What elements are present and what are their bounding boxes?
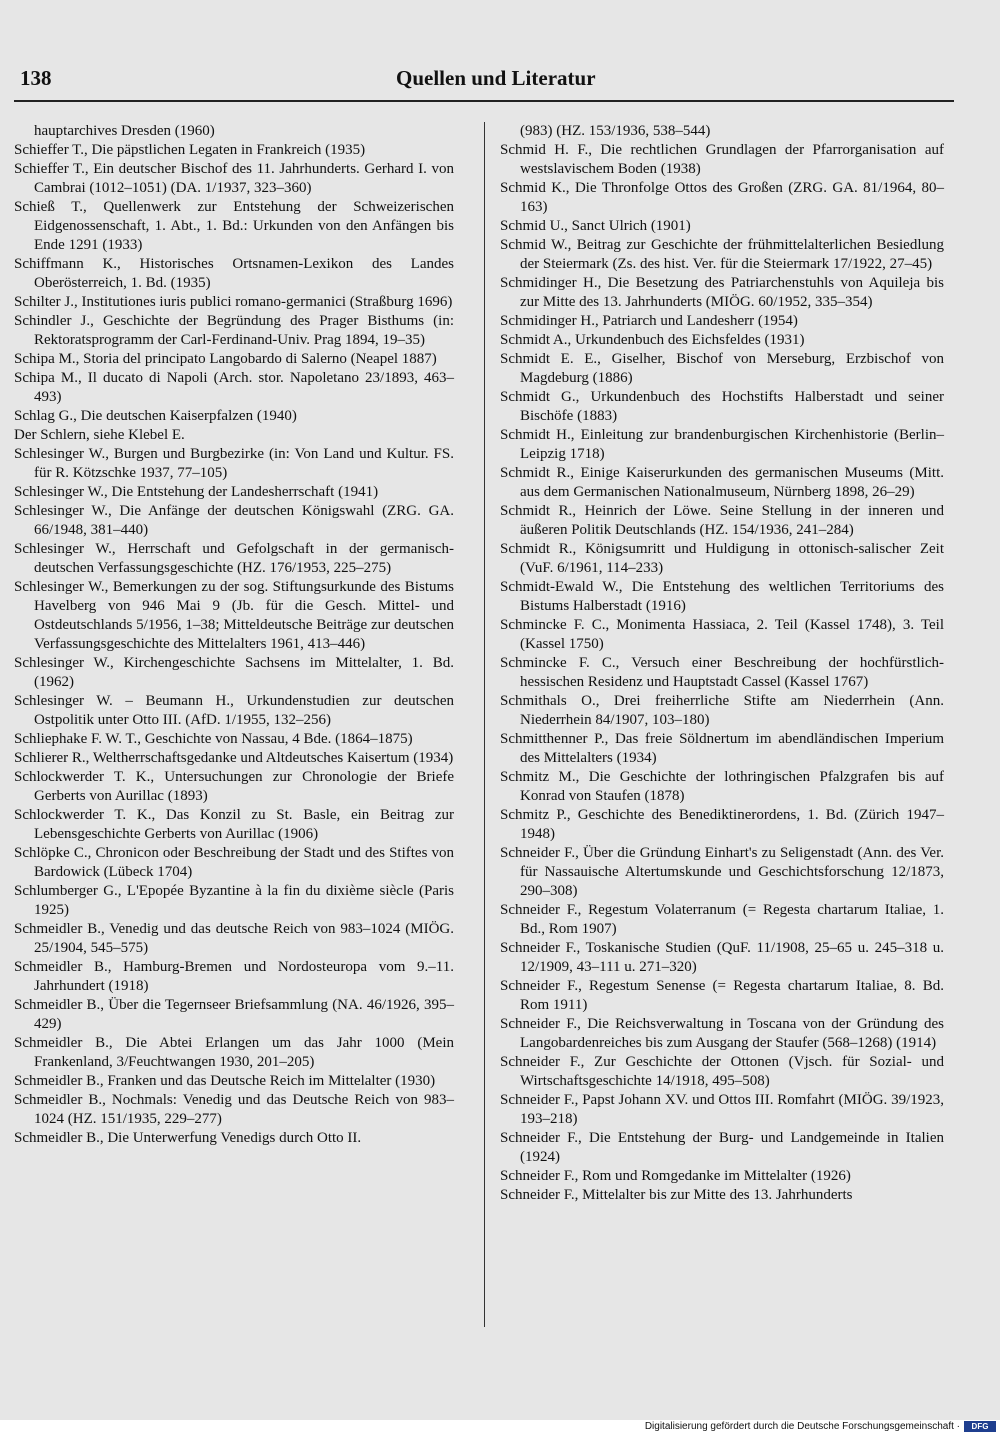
bibliography-entry: Schmincke F. C., Monimenta Hassiaca, 2. Teil (Kassel 1748), 3. Teil (Kassel 1750) (500, 617, 944, 652)
bibliography-entry: Schmid U., Sanct Ulrich (1901) (500, 218, 691, 234)
bibliography-entry: Schieß T., Quellenwerk zur Entstehung der Schweizerischen Eidgenossenschaft, 1. Abt., 1. Bd.: Urkunden von den Anfängen bis Ende 1291 (1933) (14, 199, 454, 253)
bibliography-entry: Schipa M., Il ducato di Napoli (Arch. stor. Napoletano 23/1893, 463–493) (14, 370, 454, 405)
bibliography-entry: Schlockwerder T. K., Das Konzil zu St. Basle, ein Beitrag zur Lebensgeschichte Gerberts von Aurillac (1906) (14, 807, 454, 842)
digitization-credit: Digitalisierung gefördert durch die Deutsche Forschungsgemeinschaft · (644, 1421, 960, 1432)
column-divider (484, 122, 485, 1327)
bibliography-entry: Schipa M., Storia del principato Langobardo di Salerno (Neapel 1887) (14, 351, 437, 367)
bibliography-entry: Schliephake F. W. T., Geschichte von Nassau, 4 Bde. (1864–1875) (14, 731, 413, 747)
bibliography-entry: Schmeidler B., Über die Tegernseer Briefsammlung (NA. 46/1926, 395–429) (14, 997, 454, 1032)
bibliography-entry: Schneider F., Die Entstehung der Burg- und Landgemeinde in Italien (1924) (500, 1130, 944, 1165)
bibliography-entry: Schilter J., Institutiones iuris publici romano-germanici (Straßburg 1696) (14, 294, 453, 310)
bibliography-entry: Schmidinger H., Die Besetzung des Patriarchenstuhls von Aquileja bis zur Mitte des 13. Jahrhunderts (MIÖG. 60/1952, 335–354) (500, 275, 944, 310)
bibliography-entry: Schmidt E. E., Giselher, Bischof von Merseburg, Erzbischof von Magdeburg (1886) (500, 351, 944, 386)
bibliography-entry: Schlesinger W., Burgen und Burgbezirke (in: Von Land und Kultur. FS. für R. Kötzschke 1937, 77–105) (14, 446, 454, 481)
bibliography-entry: Schlesinger W., Kirchengeschichte Sachsens im Mittelalter, 1. Bd. (1962) (14, 655, 454, 690)
bibliography-entry: Schmid W., Beitrag zur Geschichte der frühmittelalterlichen Besiedlung der Steiermark (Zs. des hist. Ver. für die Steiermark 17/1922, 27–45) (500, 237, 944, 272)
bibliography-entry: Schieffer T., Die päpstlichen Legaten in Frankreich (1935) (14, 142, 366, 158)
page-number: 138 (20, 66, 52, 90)
bibliography-entry: Schmeidler B., Franken und das Deutsche Reich im Mittelalter (1930) (14, 1073, 436, 1089)
bibliography-entry: Schmidt R., Heinrich der Löwe. Seine Stellung in der inneren und äußeren Politik Deutschlands (HZ. 154/1936, 241–284) (500, 503, 944, 538)
bibliography-entry: Schlag G., Die deutschen Kaiserpfalzen (1940) (14, 408, 297, 424)
bibliography-entry: Schmidt G., Urkundenbuch des Hochstifts Halberstadt und seiner Bischöfe (1883) (500, 389, 944, 424)
bibliography-entry: Schmidt A., Urkundenbuch des Eichsfeldes (1931) (500, 332, 805, 348)
page-header (14, 60, 954, 102)
bibliography-entry: Schmeidler B., Nochmals: Venedig und das Deutsche Reich von 983–1024 (HZ. 151/1935, 229–277) (14, 1092, 454, 1127)
bibliography-entry: Schmeidler B., Die Abtei Erlangen um das Jahr 1000 (Mein Frankenland, 3/Feuchtwangen 1930, 201–205) (14, 1035, 454, 1070)
bibliography-entry: Schneider F., Regestum Volaterranum (= Regesta chartarum Italiae, 1. Bd., Rom 1907) (500, 902, 944, 937)
bibliography-entry: Schlesinger W., Die Entstehung der Landesherrschaft (1941) (14, 484, 379, 500)
bibliography-entry: (983) (HZ. 153/1936, 538–544) (520, 123, 711, 139)
bibliography-entry: Schneider F., Über die Gründung Einhart's zu Seligenstadt (Ann. des Ver. für Nassauische Altertumskunde und Geschichtsforschung 12/1873, 290–308) (500, 845, 944, 899)
bibliography-entry: Schlumberger G., L'Epopée Byzantine à la fin du dixième siècle (Paris 1925) (14, 883, 454, 918)
bibliography-entry: Schlesinger W., Bemerkungen zu der sog. Stiftungsurkunde des Bistums Havelberg von 946 Mai 9 (Jb. für die Gesch. Mittel- und Ostdeutschlands 5/1956, 1–38; Mitteldeutsche Beiträge zur deutschen Verfassungsgeschichte des Mittelalters 1961, 413–446) (14, 579, 454, 652)
bibliography-entry: Schneider F., Papst Johann XV. und Ottos III. Romfahrt (MIÖG. 39/1923, 193–218) (500, 1092, 944, 1127)
dfg-logo: DFG (964, 1421, 996, 1432)
right-column (500, 122, 944, 1205)
bibliography-entry: Schindler J., Geschichte der Begründung des Prager Bisthums (in: Rektoratsprogramm der Carl-Ferdinand-Univ. Prag 1894, 19–35) (14, 313, 454, 348)
left-column (14, 122, 454, 1148)
bibliography-entry: Schmidinger H., Patriarch und Landesherr (1954) (500, 313, 798, 329)
bibliography-entry: Schneider F., Die Reichsverwaltung in Toscana von der Gründung des Langobardenreiches bis zum Ausgang der Staufer (568–1268) (1914) (500, 1016, 944, 1051)
bibliography-entry: Schiffmann K., Historisches Ortsnamen-Lexikon des Landes Oberösterreich, 1. Bd. (1935) (14, 256, 454, 291)
bibliography-entry: Schneider F., Zur Geschichte der Ottonen (Vjsch. für Sozial- und Wirtschaftsgeschichte 14/1918, 495–508) (500, 1054, 944, 1089)
page-footer (0, 1420, 1000, 1433)
bibliography-entry: Schmithals O., Drei freiherrliche Stifte am Niederrhein (Ann. Niederrhein 84/1907, 103–180) (500, 693, 944, 728)
bibliography-entry: Schieffer T., Ein deutscher Bischof des 11. Jahrhunderts. Gerhard I. von Cambrai (1012–1051) (DA. 1/1937, 323–360) (14, 161, 454, 196)
bibliography-entry: hauptarchives Dresden (1960) (34, 123, 215, 139)
bibliography-entry: Schlierer R., Weltherrschaftsgedanke und Altdeutsches Kaisertum (1934) (14, 750, 454, 766)
bibliography-entry: Schmitthenner P., Das freie Söldnertum im abendländischen Imperium des Mittelalters (1934) (500, 731, 944, 766)
bibliography-entry: Schmidt R., Einige Kaiserurkunden des germanischen Museums (Mitt. aus dem Germanischen Nationalmuseum, Nürnberg 1898, 26–29) (500, 465, 944, 500)
bibliography-entry: Schmidt H., Einleitung zur brandenburgischen Kirchenhistorie (Berlin–Leipzig 1718) (500, 427, 944, 462)
bibliography-entry: Schneider F., Mittelalter bis zur Mitte des 13. Jahrhunderts (500, 1187, 853, 1203)
bibliography-entry: Schmitz P., Geschichte des Benediktinerordens, 1. Bd. (Zürich 1947–1948) (500, 807, 944, 842)
bibliography-entry: Schlesinger W., Die Anfänge der deutschen Königswahl (ZRG. GA. 66/1948, 381–440) (14, 503, 454, 538)
bibliography-entry: Schmeidler B., Venedig und das deutsche Reich von 983–1024 (MIÖG. 25/1904, 545–575) (14, 921, 454, 956)
bibliography-entry: Schmidt-Ewald W., Die Entstehung des weltlichen Territoriums des Bistums Halberstadt (1916) (500, 579, 944, 614)
bibliography-entry: Schmeidler B., Die Unterwerfung Venedigs durch Otto II. (14, 1130, 362, 1146)
bibliography-entry: Schlesinger W. – Beumann H., Urkundenstudien zur deutschen Ostpolitik unter Otto III. (AfD. 1/1955, 132–256) (14, 693, 454, 728)
bibliography-entry: Schlöpke C., Chronicon oder Beschreibung der Stadt und des Stiftes von Bardowick (Lübeck 1704) (14, 845, 454, 880)
bibliography-entry: Schmeidler B., Hamburg-Bremen und Nordosteuropa vom 9.–11. Jahrhundert (1918) (14, 959, 454, 994)
bibliography-entry: Der Schlern, siehe Klebel E. (14, 427, 185, 443)
bibliography-entry: Schneider F., Toskanische Studien (QuF. 11/1908, 25–65 u. 245–318 u. 12/1909, 43–111 u. 271–320) (500, 940, 944, 975)
bibliography-entry: Schneider F., Regestum Senense (= Regesta chartarum Italiae, 8. Bd. Rom 1911) (500, 978, 944, 1013)
bibliography-entry: Schmidt R., Königsumritt und Huldigung in ottonisch-salischer Zeit (VuF. 6/1961, 114–233) (500, 541, 944, 576)
bibliography-entry: Schmitz M., Die Geschichte der lothringischen Pfalzgrafen bis auf Konrad von Staufen (1878) (500, 769, 944, 804)
bibliography-entry: Schlesinger W., Herrschaft und Gefolgschaft in der germanisch-deutschen Verfassungsgeschichte (HZ. 176/1953, 225–275) (14, 541, 454, 576)
bibliography-entry: Schlockwerder T. K., Untersuchungen zur Chronologie der Briefe Gerberts von Aurillac (1893) (14, 769, 454, 804)
bibliography-entry: Schmid H. F., Die rechtlichen Grundlagen der Pfarrorganisation auf westslavischem Boden (1938) (500, 142, 944, 177)
bibliography-entry: Schmid K., Die Thronfolge Ottos des Großen (ZRG. GA. 81/1964, 80–163) (500, 180, 944, 215)
running-head: Quellen und Literatur (396, 66, 596, 90)
bibliography-entry: Schneider F., Rom und Romgedanke im Mittelalter (1926) (500, 1168, 851, 1184)
bibliography-entry: Schmincke F. C., Versuch einer Beschreibung der hochfürstlich-hessischen Residenz und Hauptstadt Cassel (Kassel 1767) (500, 655, 944, 690)
